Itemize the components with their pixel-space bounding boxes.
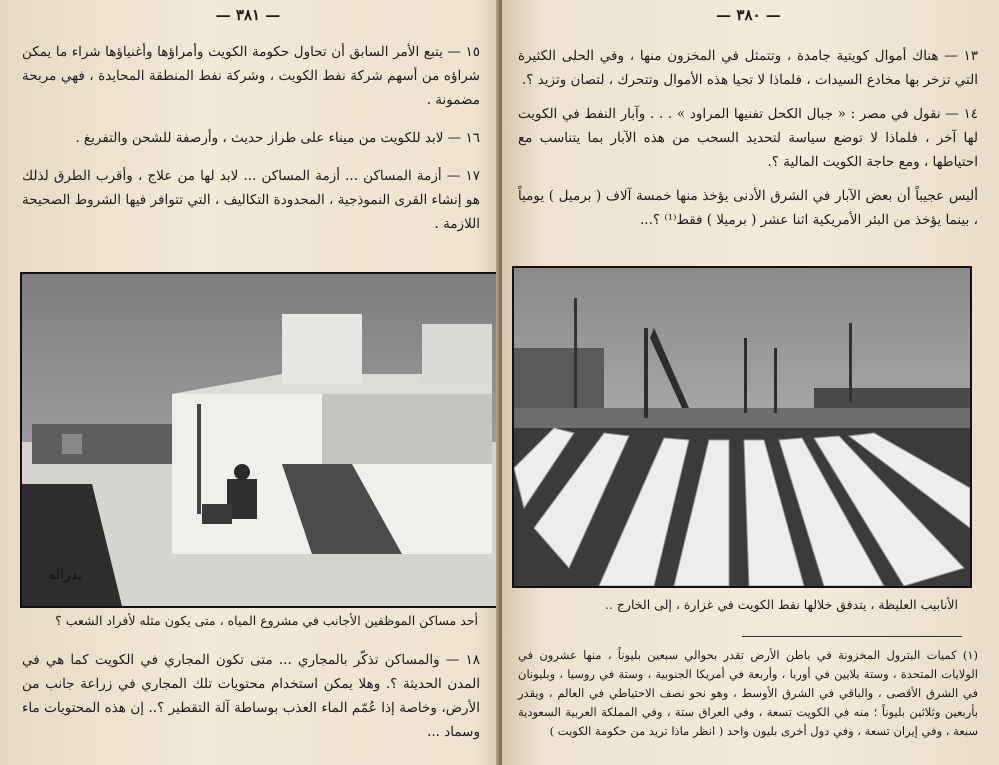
housing-photo-caption: أحد مساكن الموظفين الأجانب في مشروع المياه ، متى يكون مثله لأفراد الشعب ؟ <box>55 613 478 628</box>
left-bottom-block <box>22 648 480 744</box>
housing-photo <box>20 272 498 608</box>
left-paragraph-18: ١٨ — والمساكن تذكّر بالمجاري ... متى تكون المجاري في الكويت كما هي في المدن الحديثة ؟. وهلا يمكن استخدام محتويات تلك المجاري في زراعة جانب من الأرض، وخاصة إذا عُمّم الماء العذب بوساطة آلة التقطير ؟.. إن هذه المحتويات ماء وسماد ... <box>22 652 480 740</box>
right-paragraph-wells: أليس عجيباً أن بعض الآبار في الشرق الأدنى يؤخذ منها خمسة آلاف ( برميل ) يومياً ، بينما يؤخذ من البئر الأمريكية اثنا عشر ( برميلا ) فقط⁽¹⁾ ؟... <box>518 188 978 228</box>
pipelines-photo <box>512 266 972 588</box>
left-text-block <box>22 40 480 236</box>
left-paragraph-17: ١٧ — أزمة المساكن ... أزمة المساكن ... لابد لها من علاج ، وأقرب الطرق لذلك هو إنشاء القرى النموذجية ، المحدودة التكاليف ، التي تتوافر فيها الشروط الصحيحة اللازمة . <box>22 168 480 232</box>
footnote-separator <box>742 636 962 637</box>
left-paragraph-15: ١٥ — يتبع الأمر السابق أن تحاول حكومة الكويت وأمراؤها وأغنياؤها شراء ما يمكن شراؤه من أسهم شركة نفط الكويت ، وشركة نفط المنطقة المحايدة ، فهي مربحة مضمونة . <box>22 44 480 108</box>
right-paragraph-13: ١٣ — هناك أموال كويتية جامدة ، وتتمثل في المخزون منها ، وفي الحلى الكثيرة التي تزخر بها مخادع السيدات ، فلماذا لا تحيا هذه الأموال وتتحرك ، لتصان وتزيد ؟. <box>518 48 978 88</box>
pipelines-photo-caption: الأنابيب العليظة ، يتدفق خلالها نفط الكويت في غزارة ، إلى الخارج .. <box>605 597 958 612</box>
footnote-text: (١) كميات البترول المخزونة في باطن الأرض تقدر بحوالي سبعين بليوناً ، منها عشرون في الولايات المتحدة ، وستة بلايين في أوربا ، وأربعة في أمريكا الجنوبية ، وستة في روسيا ، وبليونان في الشرق الأقصى ، والباقي في الشرق الأوسط ، وهو نحو نصف الاحتياطي في العالم ، ويقدر بأربعين وثلاثين بليوناً ؛ منه في الكويت تسعة ، وفي العراق ستة ، وفي المملكة العربية السعودية سبعة ، وفي إيران تسعة ، وفي دول أخرى بليون واحد ( انظر ماذا تريد من حكومة الكويت ) <box>518 648 978 738</box>
oil-pipelines-image <box>514 268 970 586</box>
right-page-number: — ٣٨٠ — <box>716 6 781 24</box>
left-paragraph-16: ١٦ — لابد للكويت من ميناء على طراز حديث ، وأرصفة للشحن والتفريغ . <box>75 130 480 146</box>
footnote-block <box>518 646 978 741</box>
right-text-block <box>518 44 978 232</box>
svg-text:بدراله: بدراله <box>48 567 82 583</box>
left-page-number: — ٣٨١ — <box>215 6 281 24</box>
right-page <box>502 0 999 765</box>
right-paragraph-14: ١٤ — نقول في مصر : « جبال الكحل تفنيها المراود » . . . وآبار النفط في الكويت لها آخر ، فلماذا لا توضع سياسة لتحديد السحب من هذه الآبار بما يتناسب مع احتياطها ، ومع حاجة الكويت المالية ؟. <box>518 106 978 170</box>
housing-building-image <box>22 274 496 606</box>
